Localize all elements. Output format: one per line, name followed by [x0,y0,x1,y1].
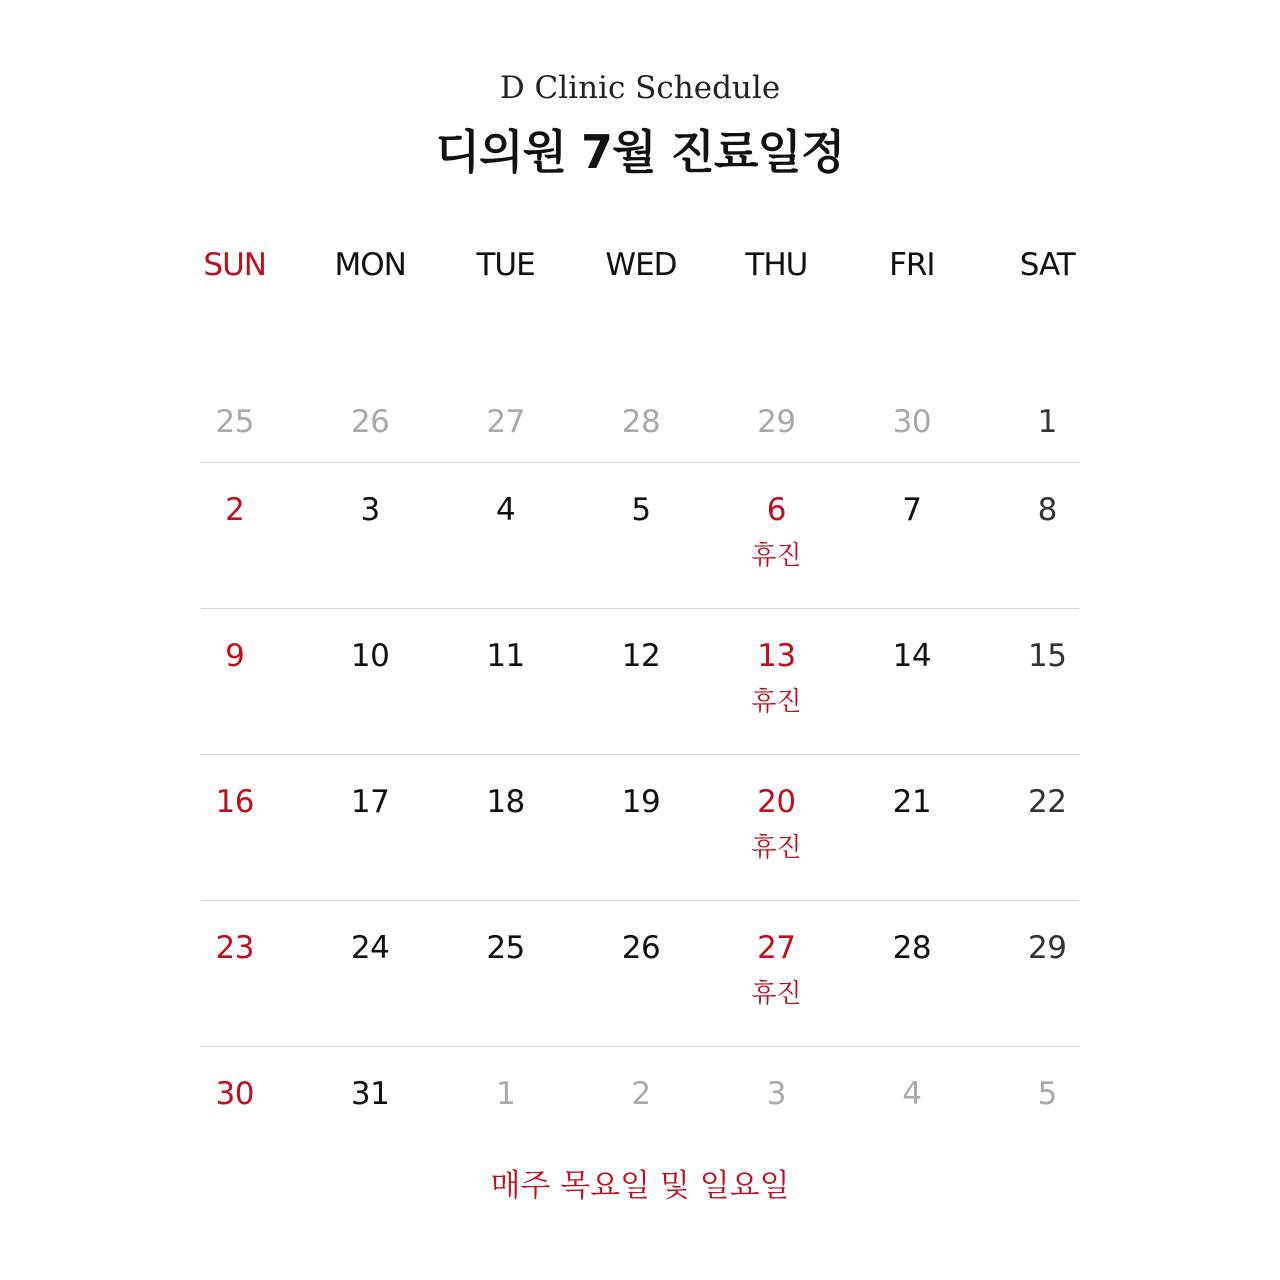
closed-label: 휴진 [751,833,802,863]
day-number: 28 [892,930,932,966]
calendar-week [167,294,1115,462]
calendar-day [573,754,708,900]
day-number: 1 [495,1076,516,1112]
day-number: 19 [621,784,661,820]
day-number: 20 [757,784,796,820]
day-number: 30 [892,404,932,440]
day-number: 2 [631,1076,651,1112]
day-number: 26 [621,930,661,966]
calendar-day [980,608,1115,754]
day-number: 15 [1028,638,1067,674]
day-number: 8 [1037,492,1057,528]
calendar-day-closed [709,900,844,1046]
day-number: 3 [360,492,380,528]
calendar-day [302,294,437,462]
calendar-day [980,294,1115,462]
calendar-day [302,754,437,900]
day-number: 22 [1028,784,1067,820]
page-title: 디의원 7월 진료일정 [435,125,845,179]
closure-note: 매주 목요일 및 일요일 [490,1168,790,1204]
day-number: 3 [766,1076,787,1112]
calendar-day [573,462,708,608]
day-number: 7 [902,492,922,528]
day-number: 6 [766,492,787,528]
closed-label: 휴진 [751,979,802,1009]
calendar-day [302,462,437,608]
day-number: 29 [1028,930,1067,966]
day-number: 4 [902,1076,922,1112]
day-number: 25 [486,930,525,966]
calendar [167,236,1115,1192]
day-number: 28 [621,404,661,440]
calendar-day [980,900,1115,1046]
calendar-day [980,462,1115,608]
weekday-sun: SUN [203,247,266,283]
weekday-thu: THU [745,247,808,283]
day-number: 21 [892,784,932,820]
day-number: 10 [350,638,390,674]
calendar-day [167,608,302,754]
calendar-day-closed [709,754,844,900]
calendar-day [844,900,979,1046]
calendar-week [167,754,1115,900]
day-number: 2 [225,492,245,528]
calendar-day [980,754,1115,900]
day-number: 13 [757,638,796,674]
calendar-week [167,462,1115,608]
day-number: 9 [225,638,245,674]
calendar-day [573,294,708,462]
day-number: 16 [215,784,254,820]
day-number: 17 [350,784,390,820]
day-number: 23 [215,930,254,966]
calendar-day [302,608,437,754]
calendar-day [844,754,979,900]
calendar-day-closed [709,462,844,608]
calendar-day [302,900,437,1046]
day-number: 31 [350,1076,390,1112]
day-number: 5 [1037,1076,1057,1112]
calendar-day [709,294,844,462]
day-number: 27 [757,930,796,966]
calendar-day [438,754,573,900]
day-number: 12 [621,638,661,674]
calendar-day [438,294,573,462]
page-subtitle: D Clinic Schedule [499,70,781,106]
day-number: 26 [350,404,390,440]
calendar-day [573,608,708,754]
calendar-day-closed [709,608,844,754]
calendar-day [438,608,573,754]
day-number: 14 [892,638,932,674]
day-number: 4 [495,492,516,528]
day-number: 18 [486,784,525,820]
day-number: 11 [486,638,525,674]
weekday-fri: FRI [889,247,935,283]
day-number: 25 [215,404,254,440]
weekday-tue: TUE [476,247,535,283]
day-number: 5 [631,492,651,528]
weekday-mon: MON [334,247,406,283]
day-number: 29 [757,404,796,440]
calendar-day [167,900,302,1046]
day-number: 1 [1037,404,1057,440]
closed-label: 휴진 [751,687,802,717]
calendar-day [573,900,708,1046]
weekday-sat: SAT [1019,247,1075,283]
calendar-day [167,294,302,462]
calendar-day [844,608,979,754]
day-number: 30 [215,1076,254,1112]
weekday-header-row [167,236,1115,294]
day-number: 24 [350,930,390,966]
day-number: 27 [486,404,525,440]
calendar-day [844,294,979,462]
closed-label: 휴진 [751,541,802,571]
weekday-wed: WED [605,247,677,283]
calendar-day [438,900,573,1046]
calendar-week [167,608,1115,754]
calendar-day [167,754,302,900]
calendar-day [167,462,302,608]
calendar-day [438,462,573,608]
calendar-week [167,900,1115,1046]
calendar-day [844,462,979,608]
